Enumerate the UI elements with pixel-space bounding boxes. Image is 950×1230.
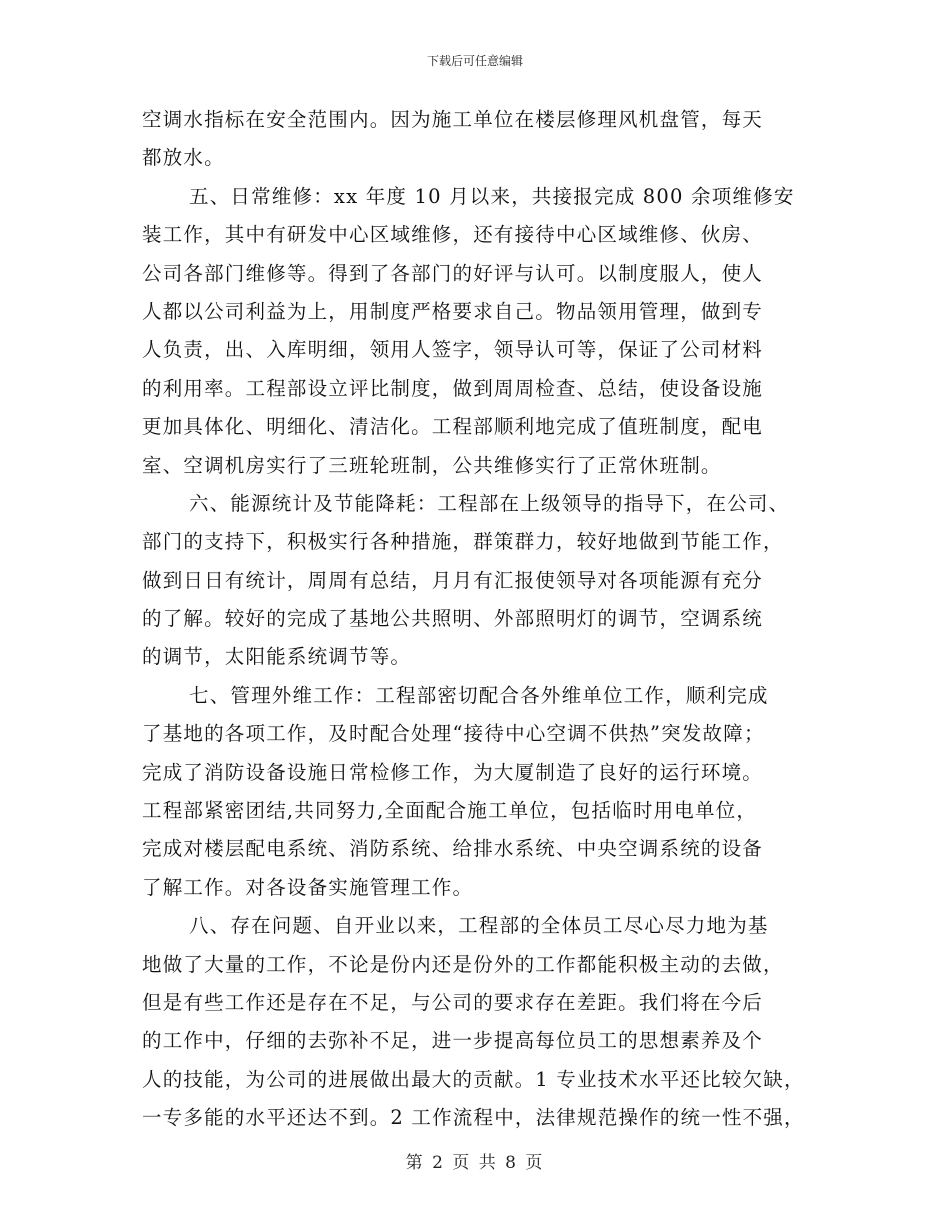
text-line: 的工作中，仔细的去弥补不足，进一步提高每位员工的思想素养及个 <box>142 1029 764 1053</box>
text-line: 的利用率。工程部设立评比制度，做到周周检查、总结，使设备设施 <box>142 376 764 400</box>
text-line: 的了解。较好的完成了基地公共照明、外部照明灯的调节，空调系统 <box>142 607 764 631</box>
text-line: 都放水。 <box>142 146 225 170</box>
text-line: 装工作，其中有研发中心区域维修，还有接待中心区域维修、伙房、 <box>142 223 764 247</box>
paragraph-first-line: 八、存在问题、自开业以来，工程部的全体员工尽心尽力地为基 <box>189 914 769 938</box>
text-line: 空调水指标在安全范围内。因为施工单位在楼层修理风机盘管，每天 <box>142 108 764 131</box>
paragraph-first-line: 五、日常维修：xx 年度 10 月以来，共接报完成 800 余项维修安 <box>189 184 795 208</box>
text-line: 了解工作。对各设备实施管理工作。 <box>142 875 474 899</box>
text-line: 人都以公司利益为上，用制度严格要求自己。物品领用管理，做到专 <box>142 299 764 323</box>
page-header: 下载后可任意编辑 <box>426 54 523 68</box>
paragraph-first-line: 六、能源统计及节能降耗：工程部在上级领导的指导下，在公司、 <box>189 491 790 515</box>
text-line: 更加具体化、明细化、清洁化。工程部顺利地完成了值班制度，配电 <box>142 415 764 439</box>
text-line: 一专多能的水平还达不到。2 工作流程中，法律规范操作的统一性不强， <box>142 1106 805 1130</box>
text-line: 工程部紧密团结,共同努力,全面配合施工单位，包括临时用电单位， <box>142 799 758 823</box>
paragraph-first-line: 七、管理外维工作：工程部密切配合各外维单位工作，顺利完成 <box>189 683 769 707</box>
text-line: 但是有些工作还是存在不足，与公司的要求存在差距。我们将在今后 <box>142 990 764 1014</box>
text-line: 完成了消防设备设施日常检修工作，为大厦制造了良好的运行环境。 <box>142 760 764 784</box>
text-line: 做到日日有统计，周周有总结，月月有汇报使领导对各项能源有充分 <box>142 568 764 592</box>
text-line: 部门的支持下，积极实行各种措施，群策群力，较好地做到节能工作， <box>142 530 784 554</box>
text-line: 的调节，太阳能系统调节等。 <box>142 645 412 669</box>
text-line: 人负责，出、入库明细，领用人签字，领导认可等，保证了公司材料 <box>142 338 764 362</box>
document-body <box>142 101 832 1138</box>
text-line: 人的技能，为公司的进展做出最大的贡献。1 专业技术水平还比较欠缺， <box>142 1067 805 1091</box>
text-line: 完成对楼层配电系统、消防系统、给排水系统、中央空调系统的设备 <box>142 837 764 861</box>
text-line: 室、空调机房实行了三班轮班制，公共维修实行了正常休班制。 <box>142 453 722 477</box>
text-line: 了基地的各项工作，及时配合处理“接待中心空调不供热”突发故障； <box>142 722 765 746</box>
text-line: 地做了大量的工作，不论是份内还是份外的工作都能积极主动的去做， <box>142 952 784 976</box>
page-number: 第 2 页 共 8 页 <box>405 1153 545 1173</box>
text-line: 公司各部门维修等。得到了各部门的好评与认可。以制度服人，使人 <box>142 261 764 285</box>
